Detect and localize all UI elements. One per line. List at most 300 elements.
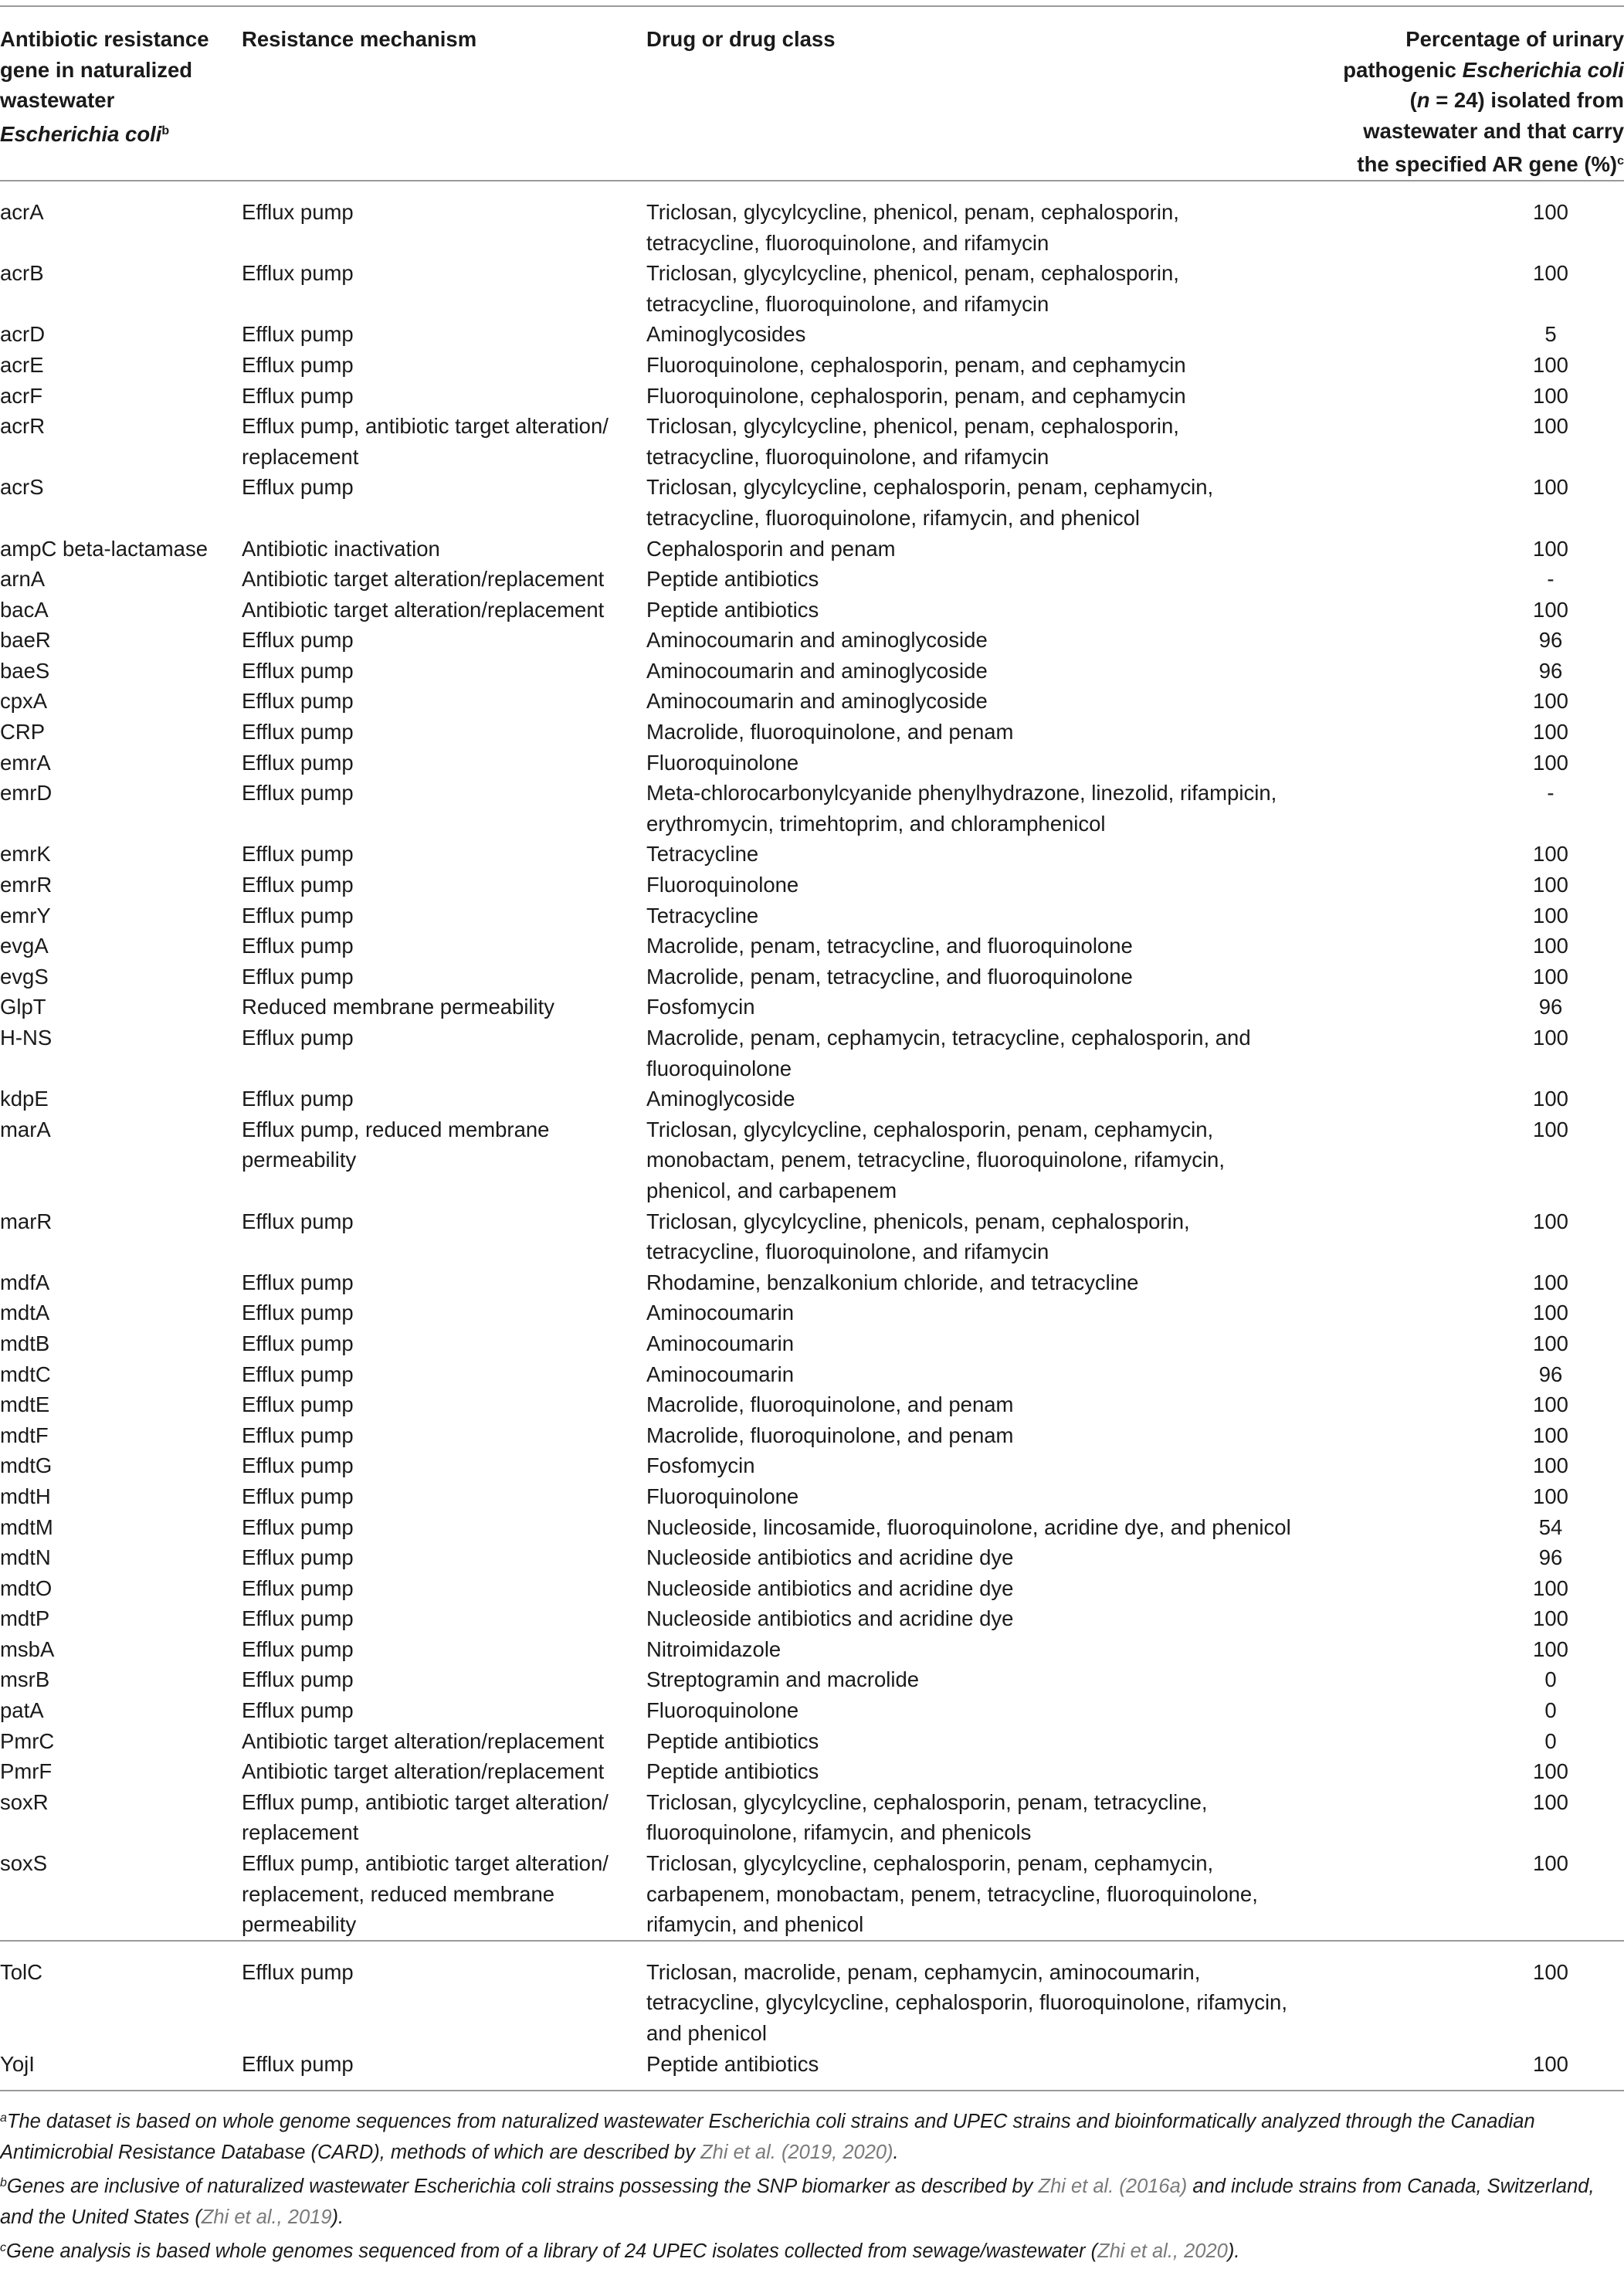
drug-line: Nucleoside antibiotics and acridine dye (646, 1575, 1014, 1600)
header-gene (0, 6, 242, 181)
cell-gene: acrA (0, 199, 44, 224)
cell-percentage: 0 (1544, 1728, 1557, 1753)
drug-line: Macrolide, penam, tetracycline, and fluoroquinolone (646, 964, 1133, 989)
mechanism-line: Efflux pump (242, 842, 354, 867)
cell-percentage: 100 (1533, 1759, 1568, 1784)
cell-gene: GlpT (0, 995, 46, 1019)
mechanism-line: Efflux pump, antibiotic target alteration/ (242, 414, 609, 439)
cell-mechanism (242, 625, 646, 656)
table-row (0, 656, 1624, 687)
footnote-text: ). (1227, 2240, 1240, 2263)
cell-gene: mdfA (0, 1270, 50, 1294)
cell-gene: ampC beta-lactamase (0, 536, 209, 561)
cell-gene: TolC (0, 1959, 43, 1984)
cell-percentage: 100 (1533, 1209, 1568, 1233)
cell-percentage: 100 (1533, 352, 1568, 377)
cell-mechanism (242, 778, 646, 839)
cell-percentage: 96 (1538, 658, 1563, 683)
cell-mechanism (242, 686, 646, 717)
cell-drug (646, 1787, 1331, 1848)
cell-gene: emrK (0, 842, 51, 867)
drug-line: Peptide antibiotics (646, 597, 819, 622)
mechanism-line: Efflux pump (242, 383, 354, 408)
cell-mechanism (242, 1512, 646, 1543)
table-row (0, 1359, 1624, 1390)
mechanism-line: Efflux pump (242, 1362, 354, 1386)
header-pct-line (1331, 146, 1624, 180)
cell-gene: mdtB (0, 1331, 50, 1355)
cell-mechanism (242, 992, 646, 1023)
cell-percentage: 100 (1533, 964, 1568, 989)
drug-line: Rhodamine, benzalkonium chloride, and tetracycline (646, 1270, 1139, 1294)
drug-line: Triclosan, glycylcycline, cephalosporin, penam, cephamycin, (646, 1851, 1214, 1876)
cell-mechanism (242, 870, 646, 900)
cell-gene: acrE (0, 352, 44, 377)
cell-drug (646, 686, 1331, 717)
drug-line: Aminocoumarin and aminoglycoside (646, 689, 988, 714)
drug-line: carbapenem, monobactam, penem, tetracycline, fluoroquinolone, (646, 1881, 1258, 1906)
cell-drug (646, 381, 1331, 412)
cell-drug (646, 1206, 1331, 1267)
cell-mechanism (242, 258, 646, 319)
mechanism-line: Antibiotic target alteration/replacement (242, 597, 605, 622)
mechanism-line: Efflux pump (242, 261, 354, 286)
footnote-text: ). (331, 2206, 344, 2228)
mechanism-line: Efflux pump (242, 1453, 354, 1478)
cell-mechanism (242, 717, 646, 748)
table-row (0, 472, 1624, 533)
table-row (0, 258, 1624, 319)
cell-percentage: 96 (1538, 995, 1563, 1019)
mechanism-line: Efflux pump (242, 873, 354, 897)
footnote-marker: b (0, 2176, 7, 2190)
drug-line: erythromycin, trimehtoprim, and chloramphenicol (646, 811, 1106, 836)
mechanism-line: Efflux pump (242, 658, 354, 683)
cell-drug (646, 1297, 1331, 1328)
cell-drug (646, 1941, 1331, 2049)
cell-drug (646, 1756, 1331, 1787)
header-drug (646, 6, 1331, 181)
header-pct-line (1331, 85, 1624, 116)
cell-mechanism (242, 472, 646, 533)
header-gene-line: gene in naturalized (0, 57, 193, 82)
table-row (0, 1726, 1624, 1757)
cell-mechanism (242, 1787, 646, 1848)
cell-mechanism (242, 381, 646, 412)
drug-line: Triclosan, macrolide, penam, cephamycin, aminocoumarin, (646, 1959, 1201, 1984)
cell-percentage: 100 (1533, 1606, 1568, 1631)
drug-line: Triclosan, glycylcycline, phenicol, penam, cephalosporin, (646, 414, 1179, 439)
cell-drug (646, 900, 1331, 931)
drug-line: Macrolide, fluoroquinolone, and penam (646, 720, 1014, 744)
mechanism-line: replacement, reduced membrane (242, 1881, 555, 1906)
cell-mechanism (242, 1573, 646, 1604)
drug-line: Triclosan, glycylcycline, phenicol, penam, cephalosporin, (646, 199, 1179, 224)
cell-gene: YojI (0, 2051, 35, 2076)
table-row (0, 1756, 1624, 1787)
cell-drug (646, 1512, 1331, 1543)
cell-drug (646, 472, 1331, 533)
cell-drug (646, 870, 1331, 900)
mechanism-line: Efflux pump (242, 628, 354, 653)
mechanism-line: replacement (242, 1820, 359, 1845)
cell-gene: emrA (0, 750, 51, 775)
header-gene-species: Escherichia coli (0, 121, 162, 146)
cell-gene: mdtH (0, 1484, 51, 1508)
cell-percentage: 100 (1533, 1301, 1568, 1325)
drug-line: Peptide antibiotics (646, 567, 819, 592)
drug-line: Triclosan, glycylcycline, cephalosporin, penam, cephamycin, (646, 1117, 1214, 1141)
cell-percentage: 100 (1533, 873, 1568, 897)
cell-mechanism (242, 748, 646, 778)
drug-line: Aminocoumarin (646, 1331, 795, 1355)
mechanism-line: Efflux pump (242, 199, 354, 224)
footnote (0, 2168, 1624, 2233)
cell-mechanism (242, 656, 646, 687)
table-row (0, 1664, 1624, 1695)
cell-drug (646, 2049, 1331, 2091)
table-row (0, 2049, 1624, 2091)
table-row (0, 1603, 1624, 1634)
cell-drug (646, 564, 1331, 595)
cell-drug (646, 1603, 1331, 1634)
cell-percentage: 0 (1544, 1698, 1557, 1723)
drug-line: Aminocoumarin and aminoglycoside (646, 628, 988, 653)
drug-line: Macrolide, penam, tetracycline, and fluoroquinolone (646, 934, 1133, 958)
cell-drug (646, 1848, 1331, 1941)
drug-line: Fluoroquinolone (646, 1698, 799, 1723)
cell-gene: patA (0, 1698, 44, 1723)
cell-percentage: 100 (1533, 475, 1568, 500)
cell-mechanism (242, 900, 646, 931)
drug-line: Streptogramin and macrolide (646, 1667, 920, 1692)
cell-mechanism (242, 1450, 646, 1481)
table-row (0, 1695, 1624, 1726)
header-pct-sup: c (1617, 154, 1624, 168)
header-row (0, 6, 1624, 181)
table-row (0, 595, 1624, 626)
table-row (0, 1206, 1624, 1267)
table-footnotes (0, 2103, 1624, 2267)
cell-gene: msbA (0, 1636, 55, 1661)
cell-drug (646, 1542, 1331, 1573)
cell-percentage: 100 (1533, 1789, 1568, 1814)
cell-percentage: 100 (1533, 383, 1568, 408)
drug-line: Macrolide, fluoroquinolone, and penam (646, 1423, 1014, 1447)
drug-line: Fosfomycin (646, 1453, 755, 1478)
cell-mechanism (242, 1941, 646, 2049)
cell-mechanism (242, 962, 646, 992)
header-percentage (1331, 6, 1624, 181)
cell-percentage: 100 (1533, 597, 1568, 622)
drug-line: Meta-chlorocarbonylcyanide phenylhydrazone, linezolid, rifampicin, (646, 781, 1277, 806)
cell-drug (646, 717, 1331, 748)
cell-mechanism (242, 1481, 646, 1512)
footnote-marker: c (0, 2241, 6, 2255)
cell-gene: PmrC (0, 1728, 55, 1753)
cell-gene: H-NS (0, 1026, 53, 1050)
mechanism-line: Efflux pump (242, 1484, 354, 1508)
table-row (0, 1512, 1624, 1543)
cell-mechanism (242, 1023, 646, 1084)
mechanism-line: Efflux pump (242, 1606, 354, 1631)
cell-percentage: 100 (1533, 750, 1568, 775)
header-pct-text: ( (1409, 88, 1417, 113)
drug-line: Triclosan, glycylcycline, cephalosporin, penam, tetracycline, (646, 1789, 1208, 1814)
cell-percentage: 96 (1538, 628, 1563, 653)
footnote-citation-link[interactable]: Zhi et al., 2020 (1097, 2240, 1228, 2263)
drug-line: tetracycline, fluoroquinolone, rifamycin, and phenicol (646, 505, 1140, 530)
cell-percentage: 100 (1533, 1423, 1568, 1447)
cell-gene: CRP (0, 720, 46, 744)
table-row (0, 534, 1624, 565)
footnote-text: Gene analysis is based whole genomes sequenced from of a library of 24 UPEC isolates collected from sewage/wastewater ( (6, 2240, 1098, 2263)
cell-percentage: 100 (1533, 1331, 1568, 1355)
table-row (0, 1420, 1624, 1451)
mechanism-line: Efflux pump (242, 1270, 354, 1294)
cell-mechanism (242, 1420, 646, 1451)
cell-gene: mdtF (0, 1423, 49, 1447)
cell-mechanism (242, 1297, 646, 1328)
footnote (0, 2103, 1624, 2168)
table-row (0, 350, 1624, 381)
cell-gene: acrR (0, 414, 46, 439)
drug-line: Aminoglycosides (646, 322, 806, 347)
cell-gene: emrY (0, 903, 51, 928)
cell-percentage: 100 (1533, 903, 1568, 928)
footnote-text: and include strains from Canada, Switzerland, and the United States ( (0, 2176, 1595, 2228)
table-row (0, 778, 1624, 839)
table-row (0, 1267, 1624, 1298)
drug-line: Aminocoumarin (646, 1362, 795, 1386)
cell-mechanism (242, 1389, 646, 1420)
header-pct-species: Escherichia coli (1462, 57, 1624, 82)
cell-mechanism (242, 534, 646, 565)
cell-gene: arnA (0, 567, 46, 592)
mechanism-line: Efflux pump (242, 903, 354, 928)
cell-gene: acrS (0, 475, 44, 500)
mechanism-line: Efflux pump, reduced membrane (242, 1117, 550, 1141)
table-row (0, 1634, 1624, 1665)
mechanism-line: Efflux pump (242, 1423, 354, 1447)
cell-mechanism (242, 1664, 646, 1695)
mechanism-line: replacement (242, 444, 359, 469)
drug-line: Peptide antibiotics (646, 2051, 819, 2076)
mechanism-line: Efflux pump (242, 1026, 354, 1050)
cell-percentage: 100 (1533, 689, 1568, 714)
cell-percentage: 100 (1533, 1851, 1568, 1876)
cell-mechanism (242, 1267, 646, 1298)
cell-percentage: 100 (1533, 1117, 1568, 1141)
drug-line: Peptide antibiotics (646, 1759, 819, 1784)
cell-gene: soxR (0, 1789, 49, 1814)
header-gene-line (0, 116, 234, 150)
cell-drug (646, 1695, 1331, 1726)
header-pct-text: the specified AR gene (%) (1357, 152, 1618, 177)
table-header (0, 6, 1624, 181)
cell-percentage: 96 (1538, 1362, 1563, 1386)
mechanism-line: Efflux pump (242, 964, 354, 989)
cell-percentage: 100 (1533, 414, 1568, 439)
cell-gene: mdtG (0, 1453, 53, 1478)
header-mechanism-text: Resistance mechanism (242, 27, 477, 51)
cell-gene: kdpE (0, 1087, 49, 1111)
mechanism-line: Efflux pump (242, 689, 354, 714)
table-body (0, 181, 1624, 2091)
header-pct-text: = 24) isolated from (1429, 88, 1624, 113)
cell-gene: mdtM (0, 1514, 53, 1539)
cell-gene: msrB (0, 1667, 50, 1692)
table-row (0, 1297, 1624, 1328)
mechanism-line: permeability (242, 1912, 357, 1937)
mechanism-line: Efflux pump (242, 1087, 354, 1111)
cell-percentage: 100 (1533, 934, 1568, 958)
drug-line: tetracycline, fluoroquinolone, and rifamycin (646, 444, 1049, 469)
footnote-citation-link[interactable]: Zhi et al. (2019, 2020) (700, 2141, 893, 2163)
cell-drug (646, 656, 1331, 687)
drug-line: Triclosan, glycylcycline, phenicols, penam, cephalosporin, (646, 1209, 1190, 1233)
table-row (0, 1941, 1624, 2049)
header-mechanism (242, 6, 646, 181)
cell-drug (646, 1664, 1331, 1695)
cell-drug (646, 1389, 1331, 1420)
cell-drug (646, 1328, 1331, 1359)
mechanism-line: Efflux pump (242, 1209, 354, 1233)
drug-line: Tetracycline (646, 842, 759, 867)
drug-line: Macrolide, fluoroquinolone, and penam (646, 1392, 1014, 1417)
cell-drug (646, 962, 1331, 992)
mechanism-line: Efflux pump (242, 1575, 354, 1600)
table-row (0, 1389, 1624, 1420)
cell-percentage: 100 (1533, 2051, 1568, 2076)
cell-gene: mdtN (0, 1545, 51, 1570)
cell-drug (646, 1481, 1331, 1512)
cell-drug (646, 411, 1331, 472)
drug-line: rifamycin, and phenicol (646, 1912, 864, 1937)
cell-drug (646, 931, 1331, 962)
drug-line: Fluoroquinolone, cephalosporin, penam, and cephamycin (646, 383, 1186, 408)
drug-line: Nucleoside, lincosamide, fluoroquinolone, acridine dye, and phenicol (646, 1514, 1291, 1539)
cell-mechanism (242, 839, 646, 870)
cell-gene: PmrF (0, 1759, 53, 1784)
table-row (0, 1573, 1624, 1604)
cell-mechanism (242, 1756, 646, 1787)
mechanism-line: Antibiotic target alteration/replacement (242, 1759, 605, 1784)
cell-gene: cpxA (0, 689, 48, 714)
table-row (0, 992, 1624, 1023)
mechanism-line: Efflux pump (242, 352, 354, 377)
cell-gene: marA (0, 1117, 51, 1141)
table-row (0, 748, 1624, 778)
footnote-citation-link[interactable]: Zhi et al. (2016a) (1038, 2176, 1188, 2198)
mechanism-line: Efflux pump (242, 1514, 354, 1539)
footnote-text: Genes are inclusive of naturalized wastewater Escherichia coli strains possessing the SNP biomarker as described by (6, 2176, 1039, 2198)
table-row (0, 181, 1624, 258)
drug-line: Fluoroquinolone (646, 750, 799, 775)
cell-gene: mdtC (0, 1362, 51, 1386)
drug-line: Nucleoside antibiotics and acridine dye (646, 1606, 1014, 1631)
mechanism-line: Antibiotic target alteration/replacement (242, 1728, 605, 1753)
table-row (0, 1481, 1624, 1512)
header-pct-line (1331, 55, 1624, 86)
cell-drug (646, 1420, 1331, 1451)
cell-percentage: 100 (1533, 261, 1568, 286)
cell-gene: marR (0, 1209, 53, 1233)
cell-gene: acrF (0, 383, 42, 408)
table-row (0, 381, 1624, 412)
table-row (0, 564, 1624, 595)
drug-line: Fosfomycin (646, 995, 755, 1019)
header-gene-line: Antibiotic resistance (0, 27, 209, 51)
table-row (0, 839, 1624, 870)
cell-drug (646, 1450, 1331, 1481)
cell-drug (646, 595, 1331, 626)
drug-line: Nucleoside antibiotics and acridine dye (646, 1545, 1014, 1570)
header-gene-sup: b (161, 124, 170, 137)
resistance-gene-table (0, 5, 1624, 2091)
drug-line: and phenicol (646, 2021, 767, 2045)
header-drug-text: Drug or drug class (646, 27, 836, 51)
cell-percentage: 0 (1544, 1667, 1557, 1692)
cell-drug (646, 1573, 1331, 1604)
mechanism-line: Efflux pump (242, 2051, 354, 2076)
cell-percentage: 100 (1533, 1636, 1568, 1661)
cell-mechanism (242, 1328, 646, 1359)
cell-gene: mdtA (0, 1301, 50, 1325)
mechanism-line: Efflux pump (242, 1301, 354, 1325)
footnote-text: . (893, 2141, 899, 2163)
cell-mechanism (242, 931, 646, 962)
header-gene-line: wastewater (0, 88, 115, 113)
mechanism-line: Efflux pump (242, 1545, 354, 1570)
mechanism-line: Antibiotic target alteration/replacement (242, 567, 605, 592)
drug-line: tetracycline, fluoroquinolone, and rifamycin (646, 291, 1049, 316)
mechanism-line: Efflux pump (242, 1667, 354, 1692)
table-row (0, 1450, 1624, 1481)
cell-mechanism (242, 1084, 646, 1114)
drug-line: Fluoroquinolone, cephalosporin, penam, and cephamycin (646, 352, 1186, 377)
footnote-text: The dataset is based on whole genome sequences from naturalized wastewater Escherichia coli strains and UPEC strains and bioinformatically analyzed through the Canadian Antimicrobial Resistance Database (CARD), methods of which are described by (0, 2111, 1535, 2163)
header-pct-line: Percentage of urinary (1405, 27, 1624, 51)
cell-percentage: - (1547, 781, 1554, 806)
cell-drug (646, 1267, 1331, 1298)
cell-gene: emrD (0, 781, 53, 806)
drug-line: Aminoglycoside (646, 1087, 795, 1111)
cell-drug (646, 992, 1331, 1023)
cell-gene: acrB (0, 261, 44, 286)
table-row (0, 1542, 1624, 1573)
drug-line: Triclosan, glycylcycline, cephalosporin, penam, cephamycin, (646, 475, 1214, 500)
cell-drug (646, 1359, 1331, 1390)
footnote-citation-link[interactable]: Zhi et al., 2019 (201, 2206, 332, 2228)
cell-mechanism (242, 1603, 646, 1634)
cell-mechanism (242, 181, 646, 258)
drug-line: phenicol, and carbapenem (646, 1178, 897, 1202)
header-pct-line: wastewater and that carry (1363, 118, 1624, 143)
cell-gene: bacA (0, 597, 49, 622)
table-row (0, 319, 1624, 350)
cell-drug (646, 625, 1331, 656)
cell-drug (646, 1114, 1331, 1206)
cell-drug (646, 1726, 1331, 1757)
mechanism-line: Efflux pump (242, 1331, 354, 1355)
mechanism-line: permeability (242, 1148, 357, 1172)
drug-line: Aminocoumarin and aminoglycoside (646, 658, 988, 683)
cell-gene: evgA (0, 934, 49, 958)
cell-mechanism (242, 319, 646, 350)
table-row (0, 1328, 1624, 1359)
cell-drug (646, 319, 1331, 350)
